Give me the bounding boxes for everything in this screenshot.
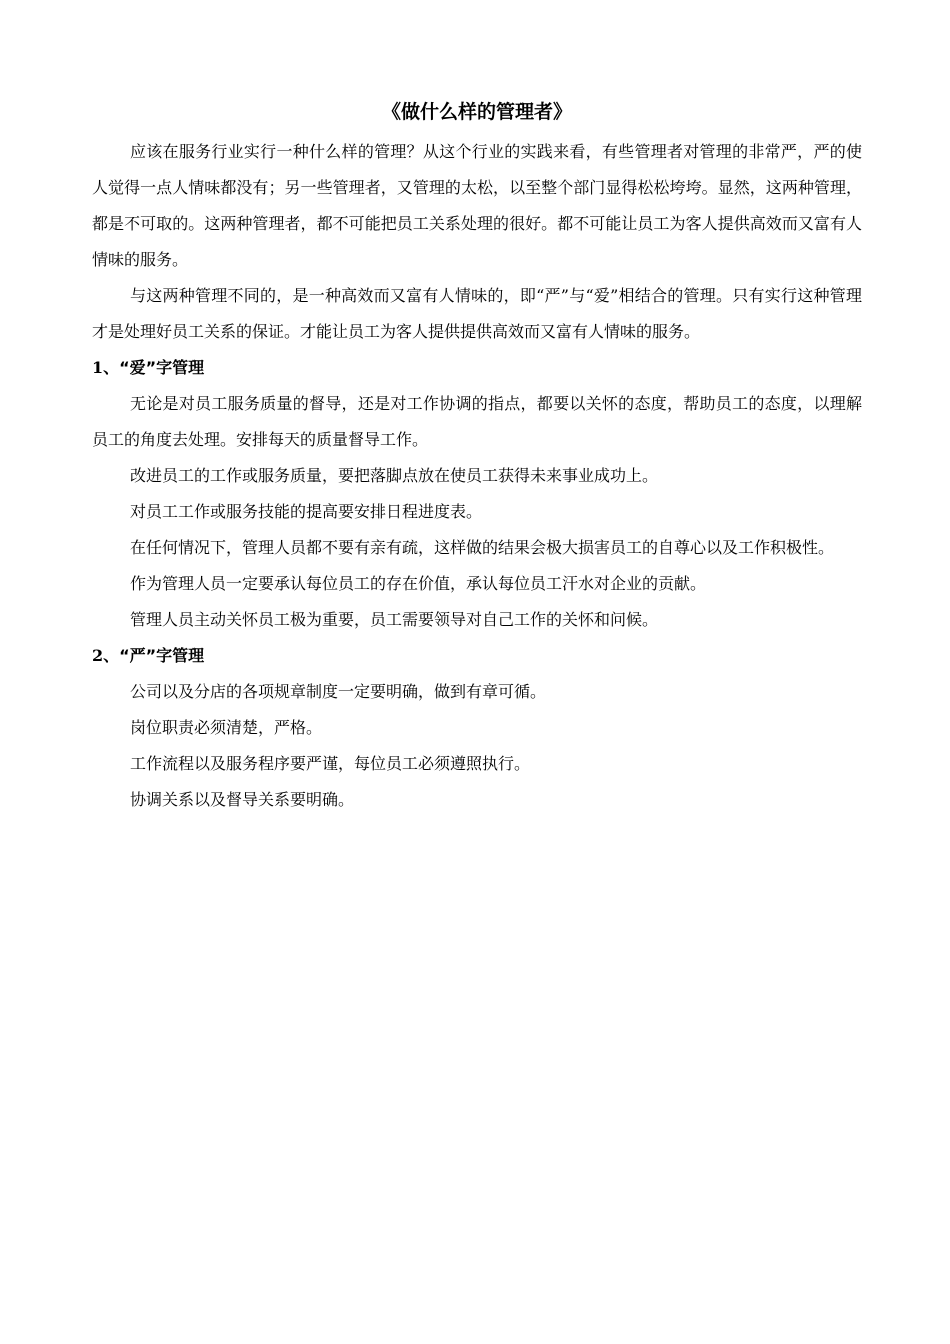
section-heading-strict [92,638,862,674]
document-page [92,98,862,818]
love-paragraph-5: 作为管理人员一定要承认每位员工的存在价值，承认每位员工汗水对企业的贡献。 [130,574,707,593]
section-title: “严”字管理 [119,646,205,665]
love-paragraph-4: 在任何情况下，管理人员都不要有亲有疏，这样做的结果会极大损害员工的自尊心以及工作积极性。 [130,538,835,557]
love-paragraph-1: 无论是对员工服务质量的督导，还是对工作协调的指点，都要以关怀的态度，帮助员工的态度，以理解员工的角度去处理。安排每天的质量督导工作。 [92,394,862,449]
love-paragraph-3: 对员工工作或服务技能的提高要安排日程进度表。 [130,502,483,521]
section-number: 1、 [92,358,120,377]
strict-paragraph-3: 工作流程以及服务程序要严谨，每位员工必须遵照执行。 [130,754,531,773]
intro-paragraph-2: 与这两种管理不同的，是一种高效而又富有人情味的，即“严”与“爱”相结合的管理。只有实行这种管理才是处理好员工关系的保证。才能让员工为客人提供提供高效而又富有人情味的服务。 [92,286,862,341]
strict-paragraph-1: 公司以及分店的各项规章制度一定要明确，做到有章可循。 [130,682,547,701]
strict-paragraph-2: 岗位职责必须清楚，严格。 [130,718,323,737]
section-heading-love [92,350,862,386]
section-title: “爱”字管理 [119,358,205,377]
love-paragraph-6: 管理人员主动关怀员工极为重要，员工需要领导对自己工作的关怀和问候。 [130,610,659,629]
love-paragraph-2: 改进员工的工作或服务质量，要把落脚点放在使员工获得未来事业成功上。 [130,466,659,485]
section-number: 2、 [92,646,120,665]
document-title: 《做什么样的管理者》 [381,101,572,123]
intro-paragraph-1: 应该在服务行业实行一种什么样的管理？从这个行业的实践来看，有些管理者对管理的非常严，严的使人觉得一点人情味都没有；另一些管理者，又管理的太松，以至整个部门显得松松垮垮。显然，这两种管理，都是不可取的。这两种管理者，都不可能把员工关系处理的很好。都不可能让员工为客人提供高效而又富有人情味的服务。 [92,142,862,269]
strict-paragraph-4: 协调关系以及督导关系要明确。 [130,790,355,809]
